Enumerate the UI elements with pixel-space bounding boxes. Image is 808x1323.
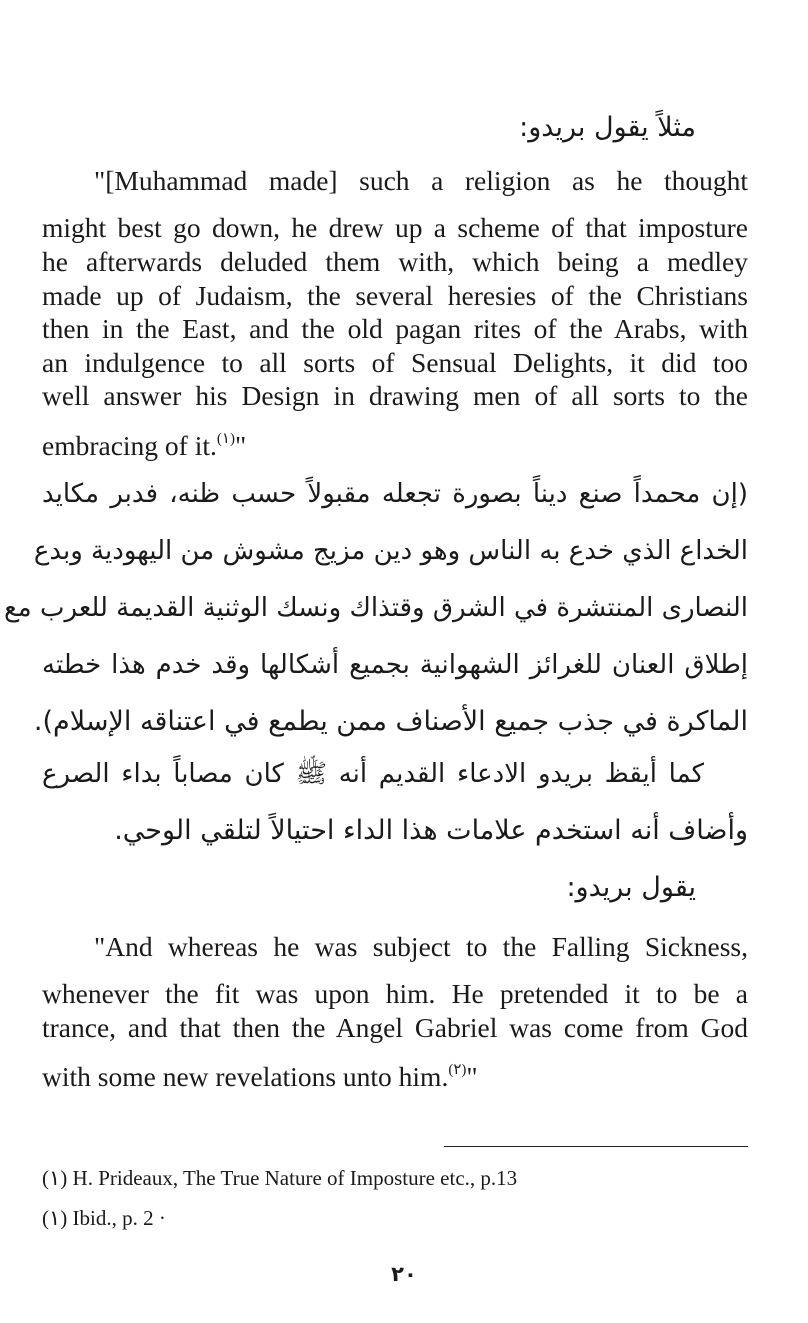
footnote-1 bbox=[42, 1166, 517, 1190]
footnote-2-text: Ibid., p. 2 · bbox=[72, 1206, 166, 1230]
en-quote-1-line-2: might best go down, he drew up a scheme of that imposture bbox=[42, 212, 748, 243]
en-quote-1-line-4: made up of Judaism, the several heresies of the Christians bbox=[42, 280, 748, 311]
footnote-2-number: (١) bbox=[42, 1206, 68, 1230]
ar-claim-line-2: وأضاف أنه استخدم علامات هذا الداء احتيالاً لتلقي الوحي. bbox=[114, 815, 748, 846]
footnote-ref-1: (١) bbox=[216, 431, 235, 447]
footnote-2 bbox=[42, 1206, 166, 1230]
closing-quote-2: " bbox=[466, 1061, 478, 1092]
en-quote-1-line-7: well answer his Design in drawing men of all sorts to the bbox=[42, 380, 748, 411]
en-quote-1-last-text: embracing of it. bbox=[42, 430, 217, 461]
footnote-ref-2: (٢) bbox=[448, 1062, 467, 1078]
ar-translation-line-5: الماكرة في جذب جميع الأصناف ممن يطمع في اعتناقه الإسلام). bbox=[33, 706, 748, 737]
en-quote-1-line-6: an indulgence to all sorts of Sensual Delights, it did too bbox=[42, 347, 748, 378]
ar-translation-line-4: إطلاق العنان للغرائز الشهوانية بجميع أشكالها وقد خدم هذا خطته bbox=[42, 650, 748, 680]
en-quote-1-line-3: he afterwards deluded them with, which being a medley bbox=[42, 246, 748, 277]
footnote-1-text: H. Prideaux, The True Nature of Imposture etc., p.13 bbox=[72, 1166, 518, 1190]
ar-claim-line-1: كما أيقظ بريدو الادعاء القديم أنه ﷺ كان مصاباً بداء الصرع bbox=[42, 759, 704, 789]
en-quote-2-last-text: with some new revelations unto him. bbox=[42, 1061, 449, 1092]
en-quote-2-line-2: whenever the fit was upon him. He pretended it to be a bbox=[42, 978, 748, 1009]
en-quote-1-line-5: then in the East, and the old pagan rites of the Arabs, with bbox=[42, 313, 748, 344]
ar-translation-line-3: النصارى المنتشرة في الشرق وقتذاك ونسك الوثنية القديمة للعرب مع bbox=[3, 593, 748, 623]
footnote-divider bbox=[444, 1146, 748, 1147]
arabic-intro-heading-2: يقول بريدو: bbox=[566, 872, 696, 903]
en-quote-2-line-1: "And whereas he was subject to the Falling Sickness, bbox=[94, 931, 748, 962]
ar-translation-line-1: (إن محمداً صنع ديناً بصورة تجعله مقبولاً حسب ظنه، فدبر مكايد bbox=[42, 479, 748, 509]
en-quote-2-line-4 bbox=[42, 1054, 748, 1094]
page-number: ٢٠ bbox=[391, 1262, 417, 1286]
ar-translation-line-2: الخداع الذي خدع به الناس وهو دين مزيج مشوش من اليهودية وبدع bbox=[33, 536, 748, 566]
arabic-intro-heading-1: مثلاً يقول بريدو: bbox=[519, 112, 696, 143]
en-quote-1-line-8 bbox=[42, 423, 748, 463]
en-quote-2-line-3: trance, and that then the Angel Gabriel was come from God bbox=[42, 1012, 748, 1043]
footnote-1-number: (١) bbox=[42, 1166, 68, 1190]
closing-quote-1: " bbox=[234, 430, 247, 461]
en-quote-1-line-1: "[Muhammad made] such a religion as he thought bbox=[94, 165, 748, 196]
